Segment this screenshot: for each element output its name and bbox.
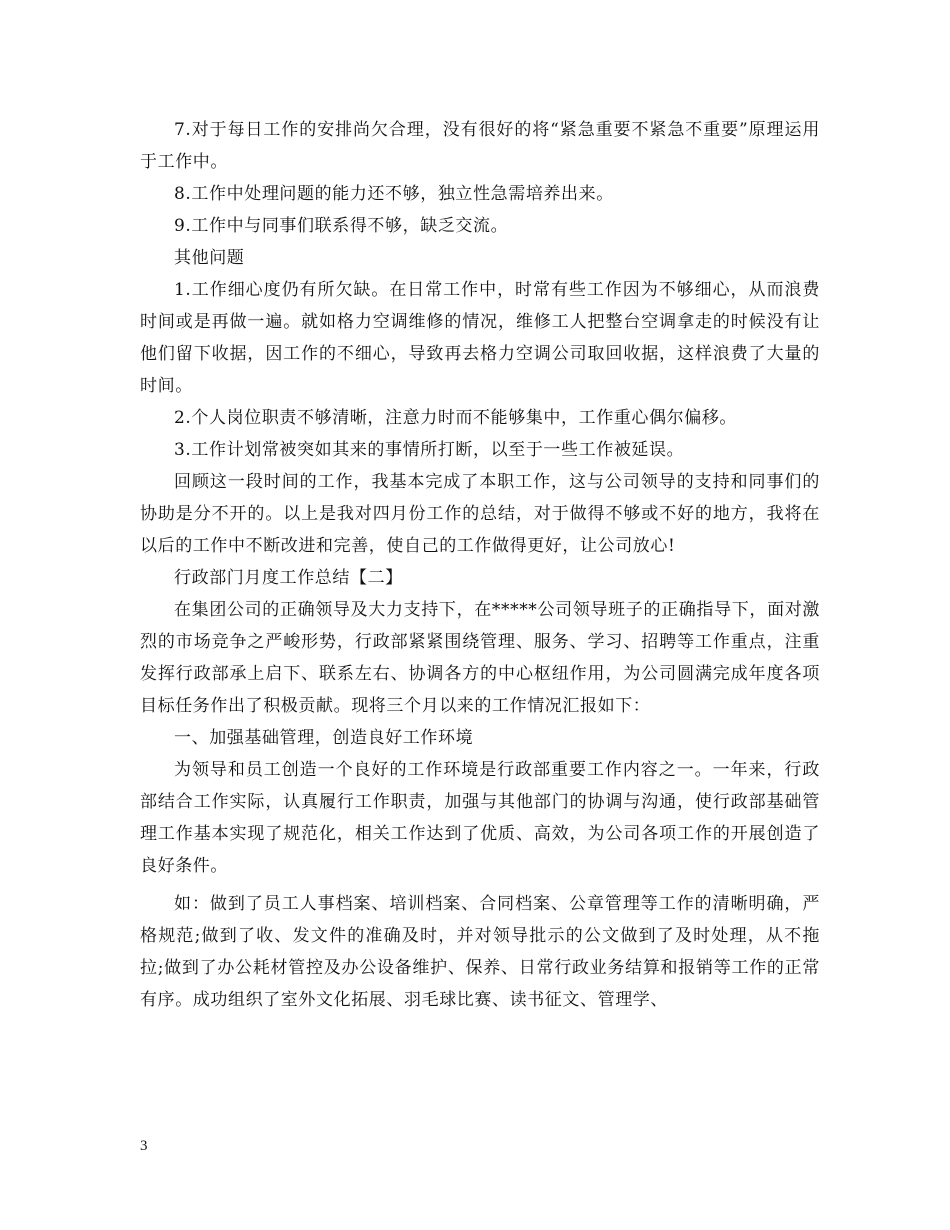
paragraph-review: 回顾这一段时间的工作，我基本完成了本职工作，这与公司领导的支持和同事们的协助是分不开的。以上是我对四月份工作的总结，对于做得不够或不好的地方，我将在以后的工作中不断改进和完善，使自己的工作做得更好，让公司放心! — [140, 472, 820, 556]
paragraph-other-2: 2.个人岗位职责不够清晰，注意力时而不能够集中，工作重心偶尔偏移。 — [174, 408, 738, 428]
page-number: 3 — [140, 1138, 148, 1154]
paragraph-item-9: 9.工作中与同事们联系得不够，缺乏交流。 — [174, 216, 509, 236]
paragraph-other-1: 1.工作细心度仍有所欠缺。在日常工作中，时常有些工作因为不够细心，从而浪费时间或是再做一遍。就如格力空调维修的情况，维修工人把整台空调拿走的时候没有让他们留下收据，因工作的不细心，导致再去格力空调公司取回收据，这样浪费了大量的时间。 — [140, 280, 820, 396]
paragraph-introduction: 在集团公司的正确领导及大力支持下，在*****公司领导班子的正确指导下，面对激烈的市场竞争之严峻形势，行政部紧紧围绕管理、服务、学习、招聘等工作重点，注重发挥行政部承上启下、联系左右、协调各方的中心枢纽作用，为公司圆满完成年度各项目标任务作出了积极贡献。现将三个月以来的工作情况汇报如下： — [140, 600, 820, 716]
paragraph-item-8: 8.工作中处理问题的能力还不够，独立性急需培养出来。 — [174, 184, 614, 204]
document-body — [140, 114, 820, 1016]
section-heading-other-issues: 其他问题 — [174, 248, 245, 268]
paragraph-examples: 如：做到了员工人事档案、培训档案、合同档案、公章管理等工作的清晰明确，严格规范;做到了收、发文件的准确及时，并对领导批示的公文做到了及时处理，从不拖拉;做到了办公耗材管控及办公设备维护、保养、日常行政业务结算和报销等工作的正常有序。成功组织了室外文化拓展、羽毛球比赛、读书征文、管理学、 — [140, 894, 820, 1010]
paragraph-item-7: 7.对于每日工作的安排尚欠合理，没有很好的将“紧急重要不紧急不重要”原理运用于工作中。 — [140, 120, 820, 172]
paragraph-environment: 为领导和员工创造一个良好的工作环境是行政部重要工作内容之一。一年来，行政部结合工作实际，认真履行工作职责，加强与其他部门的协调与沟通，使行政部基础管理工作基本实现了规范化，相关工作达到了优质、高效，为公司各项工作的开展创造了良好条件。 — [140, 760, 820, 876]
section-title-admin-summary-2: 行政部门月度工作总结【二】 — [174, 568, 403, 588]
paragraph-other-3: 3.工作计划常被突如其来的事情所打断，以至于一些工作被延误。 — [174, 440, 685, 460]
section-heading-basic-management: 一、加强基础管理，创造良好工作环境 — [174, 728, 474, 748]
